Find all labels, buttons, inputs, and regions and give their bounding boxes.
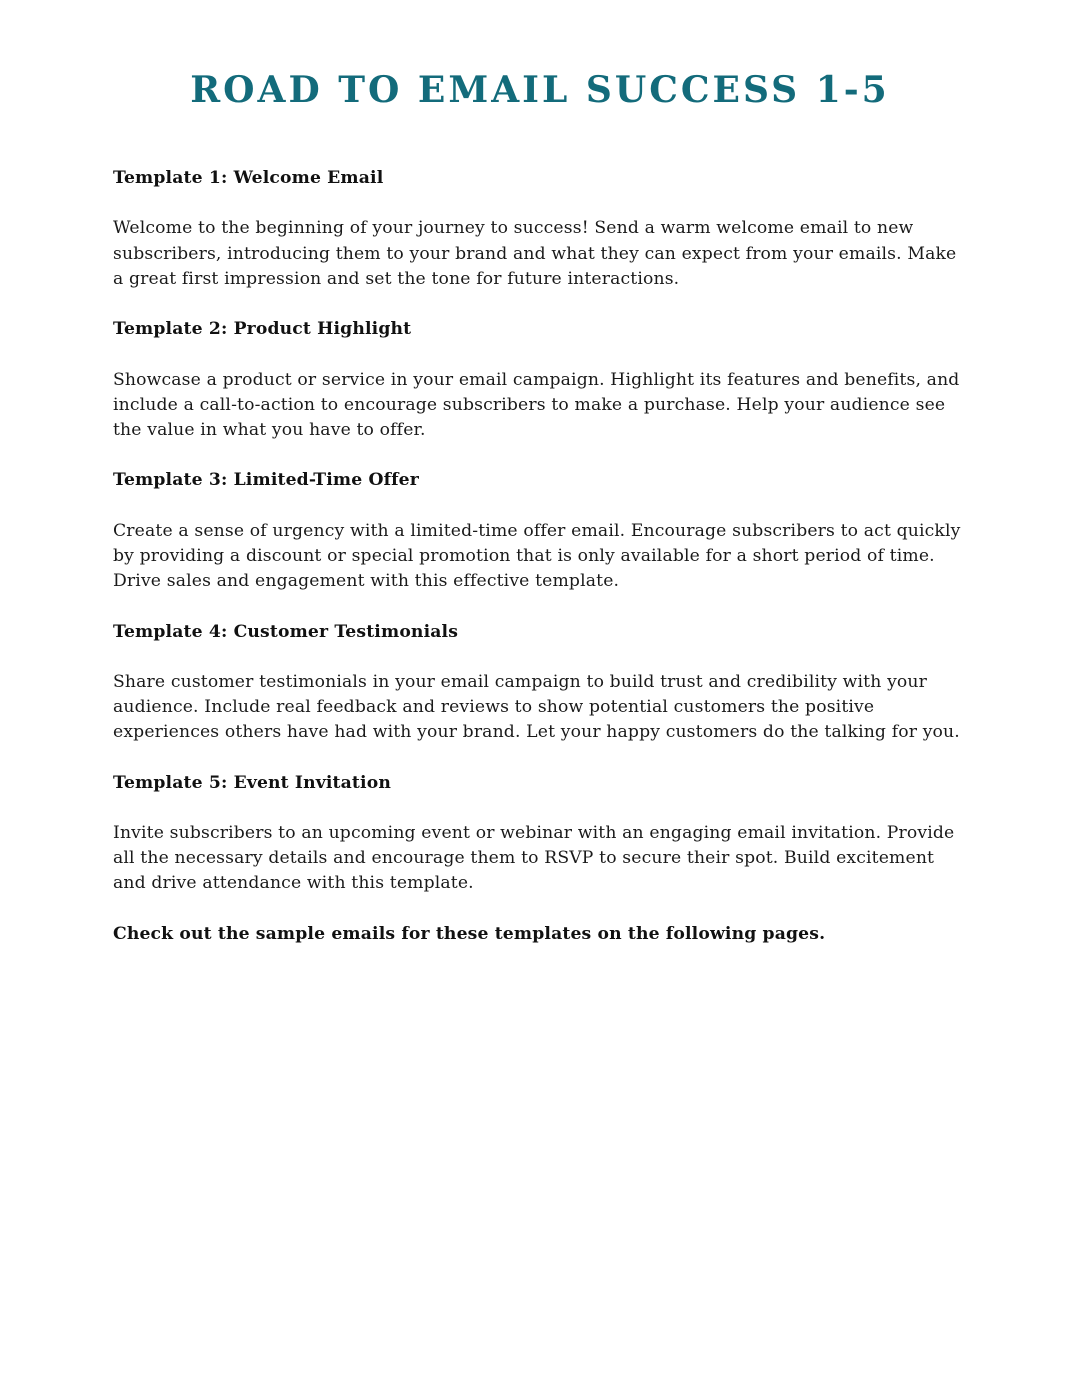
section-heading: Template 3: Limited-Time Offer: [113, 470, 419, 491]
section-heading: Template 5: Event Invitation: [113, 772, 391, 793]
section-template-3: [113, 468, 967, 594]
section-template-4: [113, 620, 967, 746]
section-template-2: [113, 317, 967, 443]
document-content: [113, 166, 967, 947]
section-body: Showcase a product or service in your email campaign. Highlight its features and benefits, and include a call-to-action to encourage subscribers to make a purchase. Help your audience see the value in what you have to offer.: [113, 369, 960, 440]
section-heading: Template 2: Product Highlight: [113, 319, 412, 340]
section-body: Create a sense of urgency with a limited-time offer email. Encourage subscribers to act quickly by providing a discount or special promotion that is only available for a short period of time. Drive sales and engagement with this effective template.: [113, 520, 961, 592]
section-template-5: [113, 771, 967, 897]
section-body: Share customer testimonials in your email campaign to build trust and credibility with your audience. Include real feedback and reviews to show potential customers the positive experiences others have had with your brand. Let your happy customers do the talking for you.: [113, 671, 960, 743]
section-body: Invite subscribers to an upcoming event or webinar with an engaging email invitation. Provide all the necessary details and encourage them to RSVP to secure their spot. Build excitement and drive attendance with this template.: [113, 823, 955, 894]
closing-note: Check out the sample emails for these templates on the following pages.: [113, 923, 826, 944]
section-body: Welcome to the beginning of your journey to success! Send a warm welcome email to new subscribers, introducing them to your brand and what they can expect from your emails. Make a great first impression and set the tone for future interactions.: [113, 218, 957, 289]
section-heading: Template 1: Welcome Email: [113, 168, 384, 188]
section-template-1: [113, 166, 967, 292]
section-heading: Template 4: Customer Testimonials: [113, 621, 459, 642]
page-title: ROAD TO EMAIL SUCCESS 1-5: [190, 69, 890, 111]
